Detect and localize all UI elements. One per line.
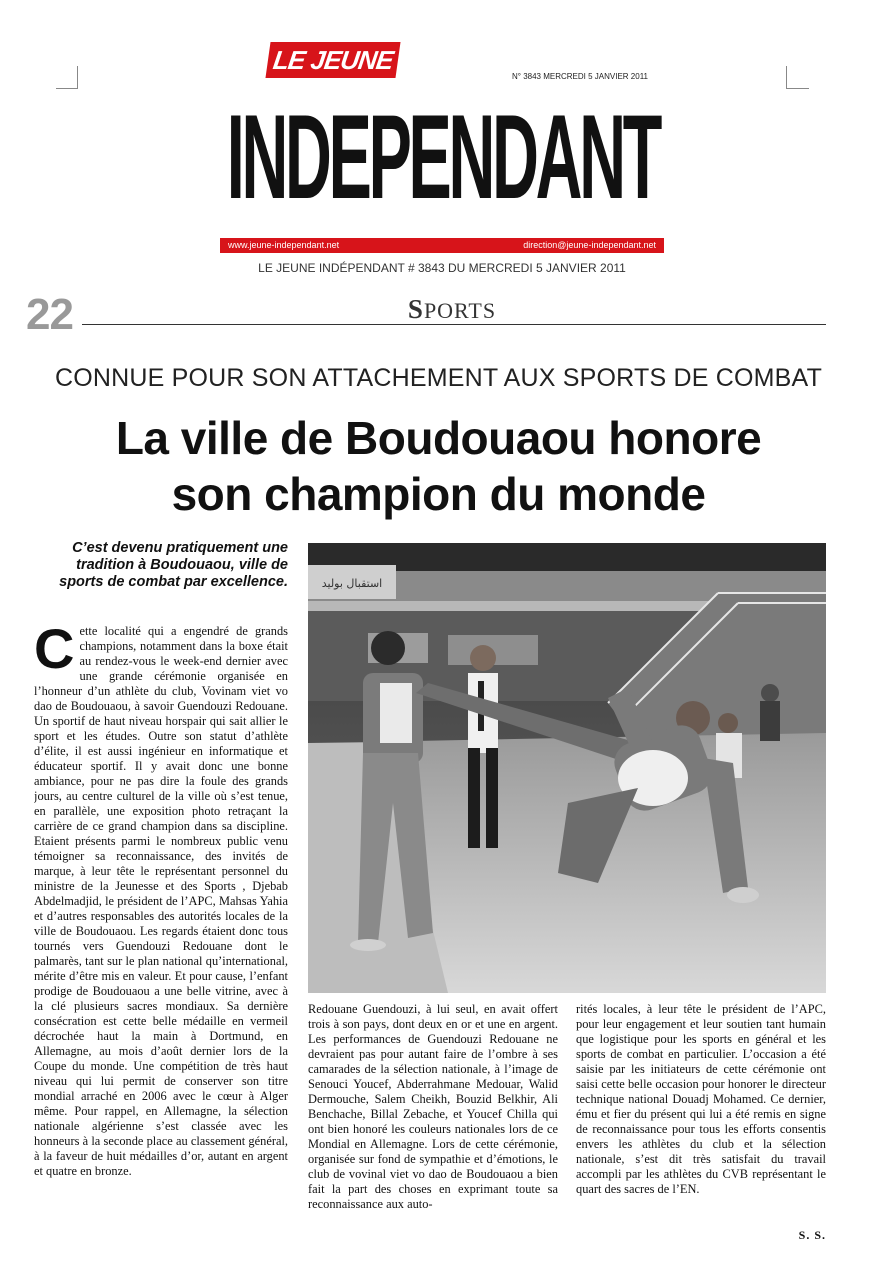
section-title-rest: PORTS <box>423 298 497 323</box>
masthead-contact-bar <box>220 238 664 253</box>
article-kicker: CONNUE POUR SON ATTACHEMENT AUX SPORTS DE COMBAT <box>54 364 823 392</box>
article-column-3: rités locales, à leur tête le président de l’APC, pour leur engagement et leur soutien tant humain que logistique pour les sports en général et les sports de combat en particulier. L’occasion a été saisie par les initiateurs de cette cérémonie ont saisi cette belle occasion pour honorer le directeur technique national Douadj Mohamed. Ce dernier, ému et fier du présent qui lui a été remis en signe de reconnaissance pour tous les efforts consentis envers les athlètes du club et la sélection nationale, s’est dit très satisfait du travail accompli par les athlètes du CVB représentant le quart des sacres de l’EN. <box>576 1002 826 1196</box>
article-headline <box>20 410 857 522</box>
article-dropcap: C <box>34 624 75 680</box>
headline-line-1: La ville de Boudouaou honore <box>115 412 762 464</box>
headline-line-2: son champion du monde <box>171 468 706 520</box>
article-column-1-text: ette localité qui a engendré de grands champions, notamment dans la boxe était au rendez-vous le week-end dernier avec une grande cérémonie organisée en l’honneur d’un athlète du club, Vovinam viet vo dao de Boudouaou, à savoir Guendouzi Redouane. Un sportif de haut niveau horspair qui sait allier le sport et les études. Outre son statut d’athlète d’élite, il est aussi ingénieur en informatique et éducateur sportif. Il y avait donc une bonne ambiance, pour ne pas dire la foule des grands jours, au centre culturel de la ville où s’est tenue, en parallèle, une exposition photo retraçant la carrière de ce grand champion dans sa discipline. Etaient présents parmi le nombreux public venu témoigner sa reconnaissance, des invités de marque, à leur tête le représentant personnel du ministre de la Jeunesse et des Sports , Djebab Abdelmadjid, le président de l’APC, Mahsas Yahia et d’autres responsables des autorités locales de la ville de Boudouaou. Les regards étaient donc tous tournés vers Guendouzi Redouane dont le palmarès, tant sur le plan national qu’international, mérite d’être mis en valeur. Et pour cause, l’enfant prodige de Boudouaou a une belle vitrine, avec à la clé plusieurs sacres mondiaux. Sa dernière consécration est cette belle médaille en vermeil décrochée haut la main à Dortmund, en Allemagne, au mois d’août dernier lors de la Coupe du monde. Une compétition de très haut niveau qui lui permit de conserver son titre mondial arraché en 2006 avec le cœur à Alger même. Pour rappel, en Allemagne, la sélection nationale algérienne s’est classée avec les honneurs à la seconde place au classement général, à la faveur de huit médailles d’or, autant en argent et quatre en bronze. <box>34 624 288 1178</box>
website-link[interactable]: www.jeune-independant.net <box>228 240 340 250</box>
crop-mark-right <box>786 66 809 89</box>
article-photo <box>308 543 826 993</box>
email-link[interactable]: direction@jeune-independant.net <box>523 240 656 250</box>
edition-line: LE JEUNE INDÉPENDANT # 3843 DU MERCREDI 5 JANVIER 2011 <box>258 261 626 275</box>
article-column-1 <box>34 624 288 1242</box>
photo-banner-text: استقبال بوليد <box>321 577 383 590</box>
issue-number-top: N° 3843 MERCREDI 5 JANVIER 2011 <box>512 72 648 81</box>
article-signature: S. S. <box>798 1228 826 1242</box>
page-number: 22 <box>26 290 73 339</box>
article-lead: C’est devenu pratiquement une tradition à Boudouaou, ville de sports de combat par excellence. <box>59 540 288 590</box>
section-title <box>372 294 532 325</box>
article-column-2: Redouane Guendouzi, à lui seul, en avait offert trois à son pays, dont deux en or et une en argent. Les performances de Guendouzi Redouane ne devraient pas pour autant faire de l’ombre à ses camarades de la sélection nationale, à l’image de Senouci Youcef, Abderrahmane Medouar, Walid Dermouche, Salem Cheikh, Bouzid Belkhir, Ali Benchache, Billal Zebache, et Youcef Chilla qui ont bien honoré les couleurs nationales lors de ce Mondial en Allemagne. Lors de cette cérémonie, organisée sur fond de sympathie et d’émotions, le club de vovinal viet vo dao de Boudouaou a bien fait la part des choses en exprimant toute sa reconnaissance aux auto- <box>308 1002 558 1211</box>
vovinam-kick-photo <box>308 543 826 993</box>
masthead-title: INDEPENDANT <box>226 90 660 224</box>
crop-mark-left <box>56 66 78 89</box>
masthead-badge: LE JEUNE <box>265 42 400 78</box>
section-title-initial: S <box>407 294 424 324</box>
